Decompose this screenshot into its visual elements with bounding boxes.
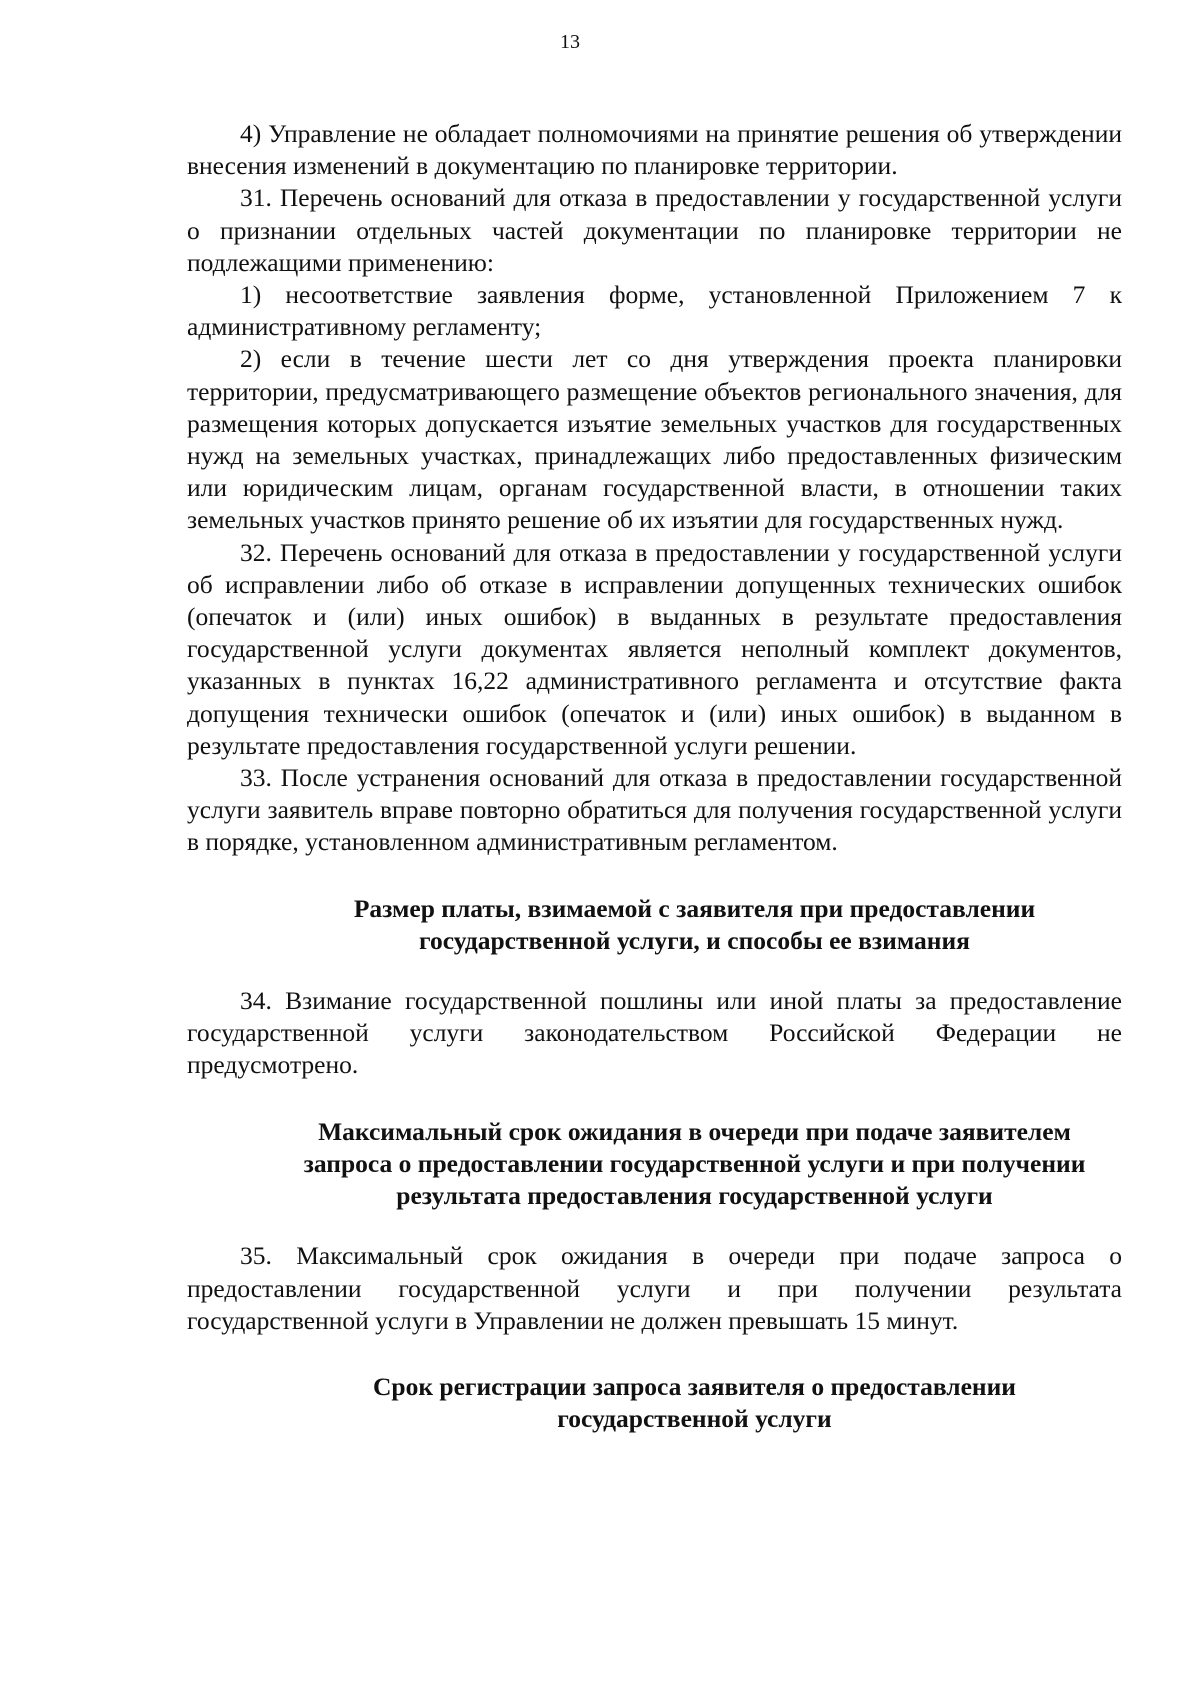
heading-line: результата предоставления государственной услуги	[396, 1181, 993, 1211]
document-body	[187, 118, 1122, 1435]
paragraph-31: 31. Перечень оснований для отказа в предоставлении у государственной услуги о признании отдельных частей документации по планировке территории не подлежащими применению:	[187, 183, 1122, 277]
section-heading-registration	[187, 1371, 1122, 1435]
section-heading-queue-time	[187, 1116, 1122, 1213]
paragraph-item-4: 4) Управление не обладает полномочиями на принятие решения об утверждении внесения изменений в документацию по планировке территории.	[187, 119, 1122, 181]
paragraph-31-item-2: 2) если в течение шести лет со дня утверждения проекта планировки территории, предусматривающего размещение объектов регионального значения, для размещения которых допускается изъятие земельных участков для государственных нужд на земельных участках, принадлежащих либо предоставленных физическим или юридическим лицам, органам государственной власти, в отношении таких земельных участков принято решение об их изъятии для государственных нужд.	[187, 344, 1122, 535]
paragraph-31-item-1: 1) несоответствие заявления форме, установленной Приложением 7 к административному регламенту;	[187, 280, 1122, 342]
page-number: 13	[560, 31, 580, 53]
heading-line: Размер платы, взимаемой с заявителя при предоставлении	[353, 893, 1036, 923]
section-heading-fee	[187, 893, 1122, 957]
paragraph-33: 33. После устранения оснований для отказа в предоставлении государственной услуги заявитель вправе повторно обратиться для получения государственной услуги в порядке, установленном административным регламентом.	[187, 763, 1122, 857]
paragraph-32: 32. Перечень оснований для отказа в предоставлении у государственной услуги об исправлении либо об отказе в исправлении допущенных технических ошибок (опечаток и (или) иных ошибок) в выданных в результате предоставления государственной услуги документах является неполный комплект документов, указанных в пунктах 16,22 административного регламента и отсутствие факта допущения технически ошибок (опечаток и (или) иных ошибок) в выданном в результате предоставления государственной услуги решении.	[187, 537, 1122, 760]
heading-line: Максимальный срок ожидания в очереди при подаче заявителем	[318, 1116, 1071, 1146]
heading-line: государственной услуги, и способы ее взимания	[419, 925, 970, 955]
heading-line: запроса о предоставлении государственной услуги и при получении	[303, 1148, 1086, 1178]
heading-line: государственной услуги	[557, 1404, 832, 1434]
heading-line: Срок регистрации запроса заявителя о предоставлении	[372, 1371, 1017, 1401]
paragraph-34: 34. Взимание государственной пошлины или иной платы за предоставление государственной услуги законодательством Российской Федерации не предусмотрено.	[187, 986, 1122, 1080]
paragraph-35: 35. Максимальный срок ожидания в очереди при подаче запроса о предоставлении государственной услуги и при получении результата государственной услуги в Управлении не должен превышать 15 минут.	[187, 1241, 1122, 1335]
